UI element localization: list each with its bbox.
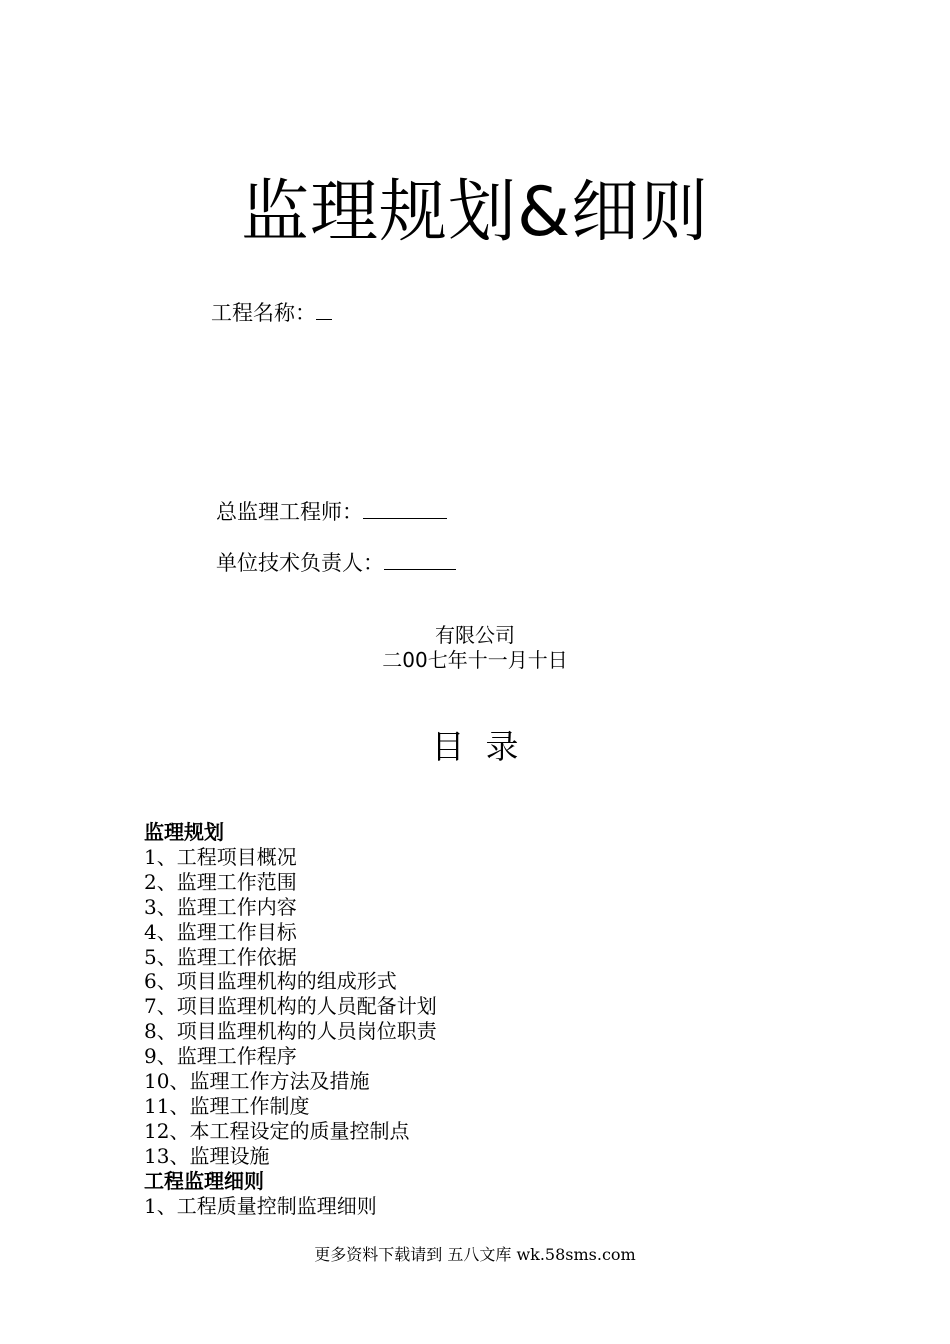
toc-section-heading: 工程监理细则 bbox=[144, 1168, 264, 1193]
document-date: 二00七年十一月十日 bbox=[382, 648, 568, 672]
toc-item: 3、监理工作内容 bbox=[144, 894, 297, 919]
toc-item: 9、监理工作程序 bbox=[144, 1044, 297, 1069]
company-name: 有限公司 bbox=[435, 623, 515, 647]
toc-item: 8、项目监理机构的人员岗位职责 bbox=[144, 1019, 437, 1044]
tech-leader-field bbox=[216, 547, 456, 578]
toc-item: 1、工程项目概况 bbox=[144, 844, 297, 869]
table-of-contents bbox=[144, 820, 437, 1219]
project-name-blank bbox=[316, 297, 332, 320]
toc-item: 1、工程质量控制监理细则 bbox=[144, 1193, 377, 1218]
tech-leader-blank bbox=[384, 547, 456, 570]
toc-item: 10、监理工作方法及措施 bbox=[144, 1069, 370, 1094]
toc-item: 13、监理设施 bbox=[144, 1143, 270, 1168]
toc-section-heading: 监理规划 bbox=[144, 820, 224, 844]
chief-engineer-label: 总监理工程师： bbox=[216, 500, 363, 524]
project-name-field bbox=[211, 297, 332, 328]
toc-title: 目 录 bbox=[431, 727, 519, 766]
toc-item: 12、本工程设定的质量控制点 bbox=[144, 1118, 410, 1143]
chief-engineer-field bbox=[216, 496, 447, 527]
footer-note: 更多资料下载请到 五八文库 wk.58sms.com bbox=[314, 1245, 636, 1264]
toc-item: 11、监理工作制度 bbox=[144, 1093, 310, 1118]
tech-leader-label: 单位技术负责人： bbox=[216, 551, 384, 575]
project-name-label: 工程名称： bbox=[211, 301, 316, 325]
toc-item: 6、项目监理机构的组成形式 bbox=[144, 969, 397, 994]
toc-item: 2、监理工作范围 bbox=[144, 869, 297, 894]
chief-engineer-blank bbox=[363, 496, 447, 519]
toc-item: 4、监理工作目标 bbox=[144, 919, 297, 944]
toc-item: 7、项目监理机构的人员配备计划 bbox=[144, 994, 437, 1019]
document-title: 监理规划&细则 bbox=[240, 173, 710, 252]
toc-item: 5、监理工作依据 bbox=[144, 944, 297, 969]
